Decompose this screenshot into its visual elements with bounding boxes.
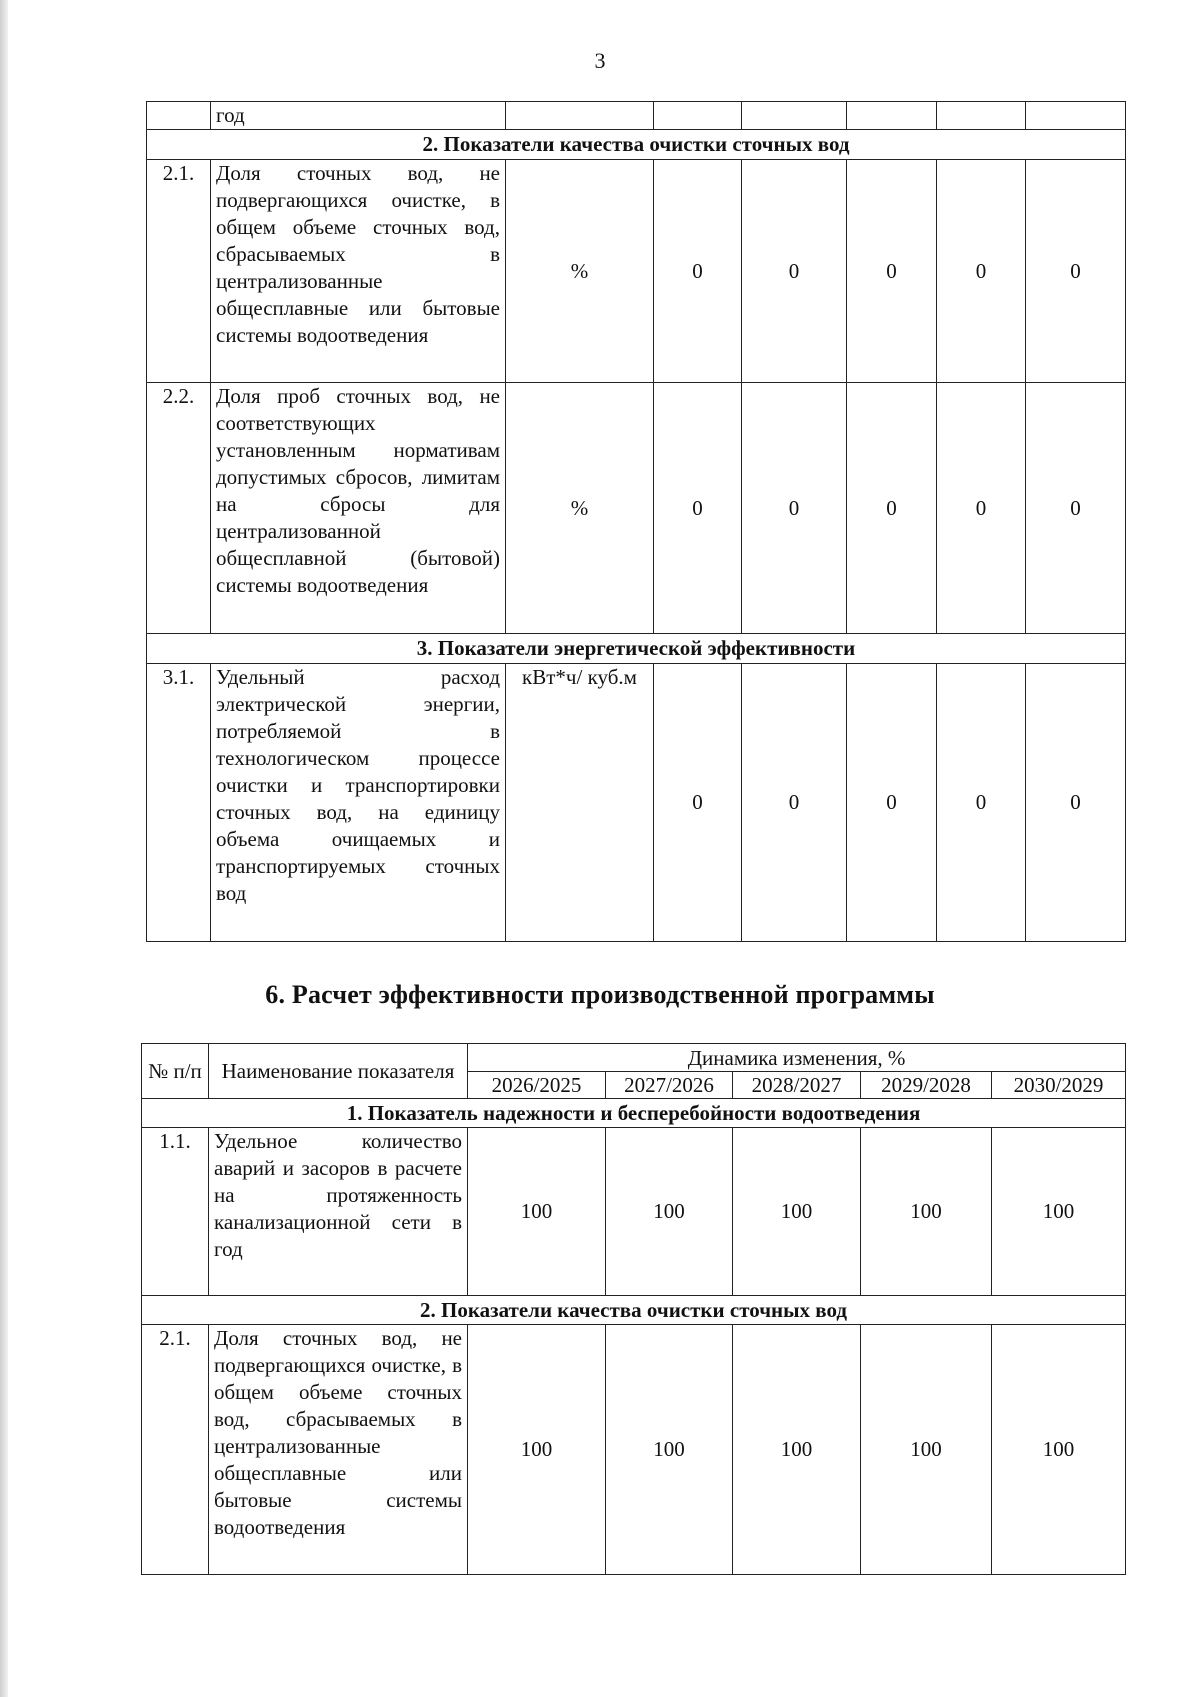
row-unit: %	[506, 160, 654, 383]
section-heading: 1. Показатель надежности и бесперебойности водоотведения	[142, 1099, 1126, 1128]
row-value: 0	[937, 664, 1026, 942]
row-value: 100	[861, 1325, 992, 1575]
row-value: 0	[937, 160, 1026, 383]
header-year: 2029/2028	[861, 1072, 992, 1099]
table-row	[147, 102, 1126, 130]
table-row	[147, 160, 1126, 383]
table-row	[142, 1128, 1126, 1296]
header-year: 2028/2027	[733, 1072, 861, 1099]
row-value: 100	[733, 1128, 861, 1296]
page-number: 3	[594, 48, 606, 73]
table-row	[142, 1325, 1126, 1575]
row-name: Удельное количество аварий и засоров в расчете на протяженность канализационной сети в год	[209, 1128, 468, 1296]
row-value: 0	[742, 664, 847, 942]
section-heading: 2. Показатели качества очистки сточных вод	[142, 1296, 1126, 1325]
section-heading: 2. Показатели качества очистки сточных вод	[147, 130, 1126, 160]
row-value: 100	[606, 1325, 733, 1575]
header-year: 2030/2029	[992, 1072, 1126, 1099]
row-value: 0	[742, 383, 847, 634]
row-value: 0	[1026, 664, 1126, 942]
row-number: 1.1.	[142, 1128, 209, 1296]
row-unit: %	[506, 383, 654, 634]
row-number: 2.2.	[147, 383, 211, 634]
efficiency-table	[141, 1043, 1126, 1575]
section-row	[147, 634, 1126, 664]
row-name: Доля проб сточных вод, не соответствующих установленным нормативам допустимых сбросов, лимитам на сбросы для централизованной общесплавной (бытовой) системы водоотведения	[211, 383, 506, 634]
row-value: 100	[468, 1325, 606, 1575]
page-edge	[0, 0, 8, 1697]
row-value: 0	[847, 383, 937, 634]
row-value: 100	[733, 1325, 861, 1575]
table-row	[147, 383, 1126, 634]
table-row	[147, 664, 1126, 942]
header-dynamics: Динамика изменения, %	[468, 1044, 1126, 1072]
row-name: год	[211, 102, 506, 130]
header-year: 2026/2025	[468, 1072, 606, 1099]
row-name: Доля сточных вод, не подвергающихся очистке, в общем объеме сточных вод, сбрасываемых в централизованные общесплавные или бытовые системы водоотведения	[211, 160, 506, 383]
row-value: 0	[1026, 160, 1126, 383]
row-name: Доля сточных вод, не подвергающихся очистке, в общем объеме сточных вод, сбрасываемых в централизованные общесплавные или бытовые системы водоотведения	[209, 1325, 468, 1575]
header-name: Наименование показателя	[209, 1044, 468, 1099]
header-number: № п/п	[142, 1044, 209, 1099]
section-row	[142, 1099, 1126, 1128]
row-value: 0	[654, 664, 742, 942]
row-unit: кВт*ч/ куб.м	[506, 664, 654, 942]
row-number: 3.1.	[147, 664, 211, 942]
row-number: 2.1.	[142, 1325, 209, 1575]
row-value: 0	[654, 160, 742, 383]
row-name: Удельный расход электрической энергии, потребляемой в технологическом процессе очистки и транспортировки сточных вод, на единицу объема очищаемых и транспортируемых сточных вод	[211, 664, 506, 942]
row-value: 0	[937, 383, 1026, 634]
header-year: 2027/2026	[606, 1072, 733, 1099]
row-value: 0	[654, 383, 742, 634]
section-row	[142, 1296, 1126, 1325]
row-number: 2.1.	[147, 160, 211, 383]
header-row	[142, 1044, 1126, 1072]
row-value: 100	[861, 1128, 992, 1296]
row-value: 0	[742, 160, 847, 383]
row-value: 0	[847, 664, 937, 942]
row-value: 100	[992, 1128, 1126, 1296]
row-value: 100	[468, 1128, 606, 1296]
row-value: 100	[992, 1325, 1126, 1575]
section-heading: 3. Показатели энергетической эффективности	[147, 634, 1126, 664]
indicators-table	[146, 101, 1126, 942]
section-title: 6. Расчет эффективности производственной программы	[265, 980, 935, 1009]
section-row	[147, 130, 1126, 160]
row-value: 100	[606, 1128, 733, 1296]
row-value: 0	[1026, 383, 1126, 634]
row-value: 0	[847, 160, 937, 383]
